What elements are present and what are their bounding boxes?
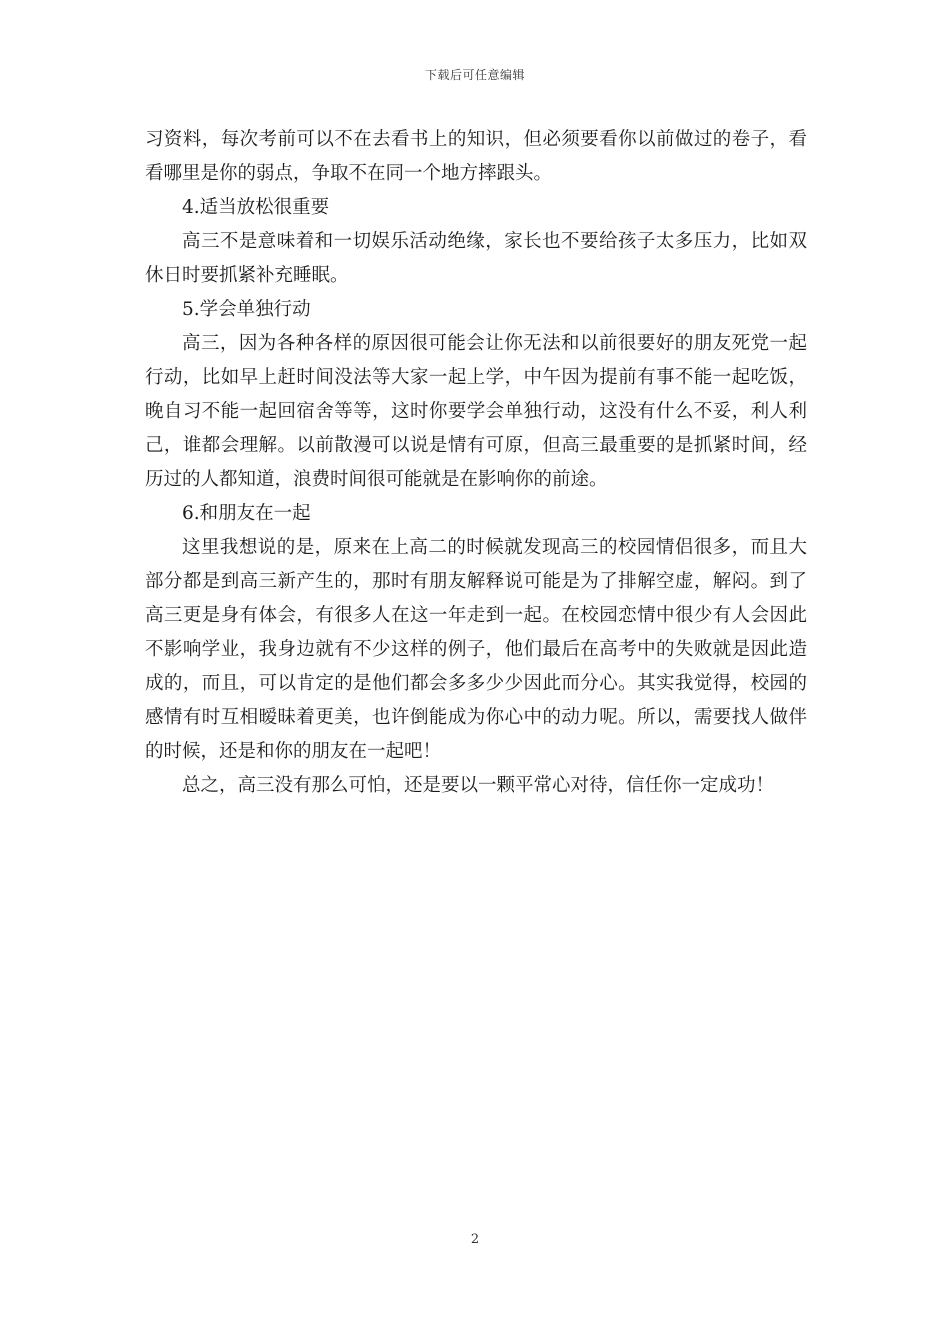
paragraph-friends: 这里我想说的是，原来在上高二的时候就发现高三的校园情侣很多，而且大部分都是到高三新产生的，那时有朋友解释说可能是为了排解空虚，解闷。到了高三更是身有体会，有很多人在这一年走到一起。在校园恋情中很少有人会因此不影响学业，我身边就有不少这样的例子，他们最后在高考中的失败就是因此造成的，而且，可以肯定的是他们都会多多少少因此而分心。其实我觉得，校园的感情有时互相暧昧着更美，也许倒能成为你心中的动力呢。所以，需要找人做伴的时候，还是和你的朋友在一起吧！: [145, 537, 807, 762]
document-body: [145, 123, 807, 803]
section-heading-relax: 4.适当放松很重要: [182, 197, 330, 218]
paragraph-continuation: 习资料，每次考前可以不在去看书上的知识，但必须要看你以前做过的卷子，看看哪里是你的弱点，争取不在同一个地方摔跟头。: [145, 129, 807, 184]
paragraph-relax: 高三不是意味着和一切娱乐活动绝缘，家长也不要给孩子太多压力，比如双休日时要抓紧补充睡眠。: [145, 231, 807, 286]
section-heading-friends: 6.和朋友在一起: [182, 503, 311, 524]
page-header: 下载后可任意编辑: [424, 68, 525, 82]
page-number: 2: [470, 1232, 480, 1247]
paragraph-act-alone: 高三，因为各种各样的原因很可能会让你无法和以前很要好的朋友死党一起行动，比如早上赶时间没法等大家一起上学，中午因为提前有事不能一起吃饭，晚自习不能一起回宿舍等等，这时你要学会单独行动，这没有什么不妥，利人利己，谁都会理解。以前散漫可以说是情有可原，但高三最重要的是抓紧时间，经历过的人都知道，浪费时间很可能就是在影响你的前途。: [145, 333, 807, 490]
paragraph-conclusion: 总之，高三没有那么可怕，还是要以一颗平常心对待，信任你一定成功！: [182, 775, 775, 796]
section-heading-act-alone: 5.学会单独行动: [182, 299, 311, 320]
